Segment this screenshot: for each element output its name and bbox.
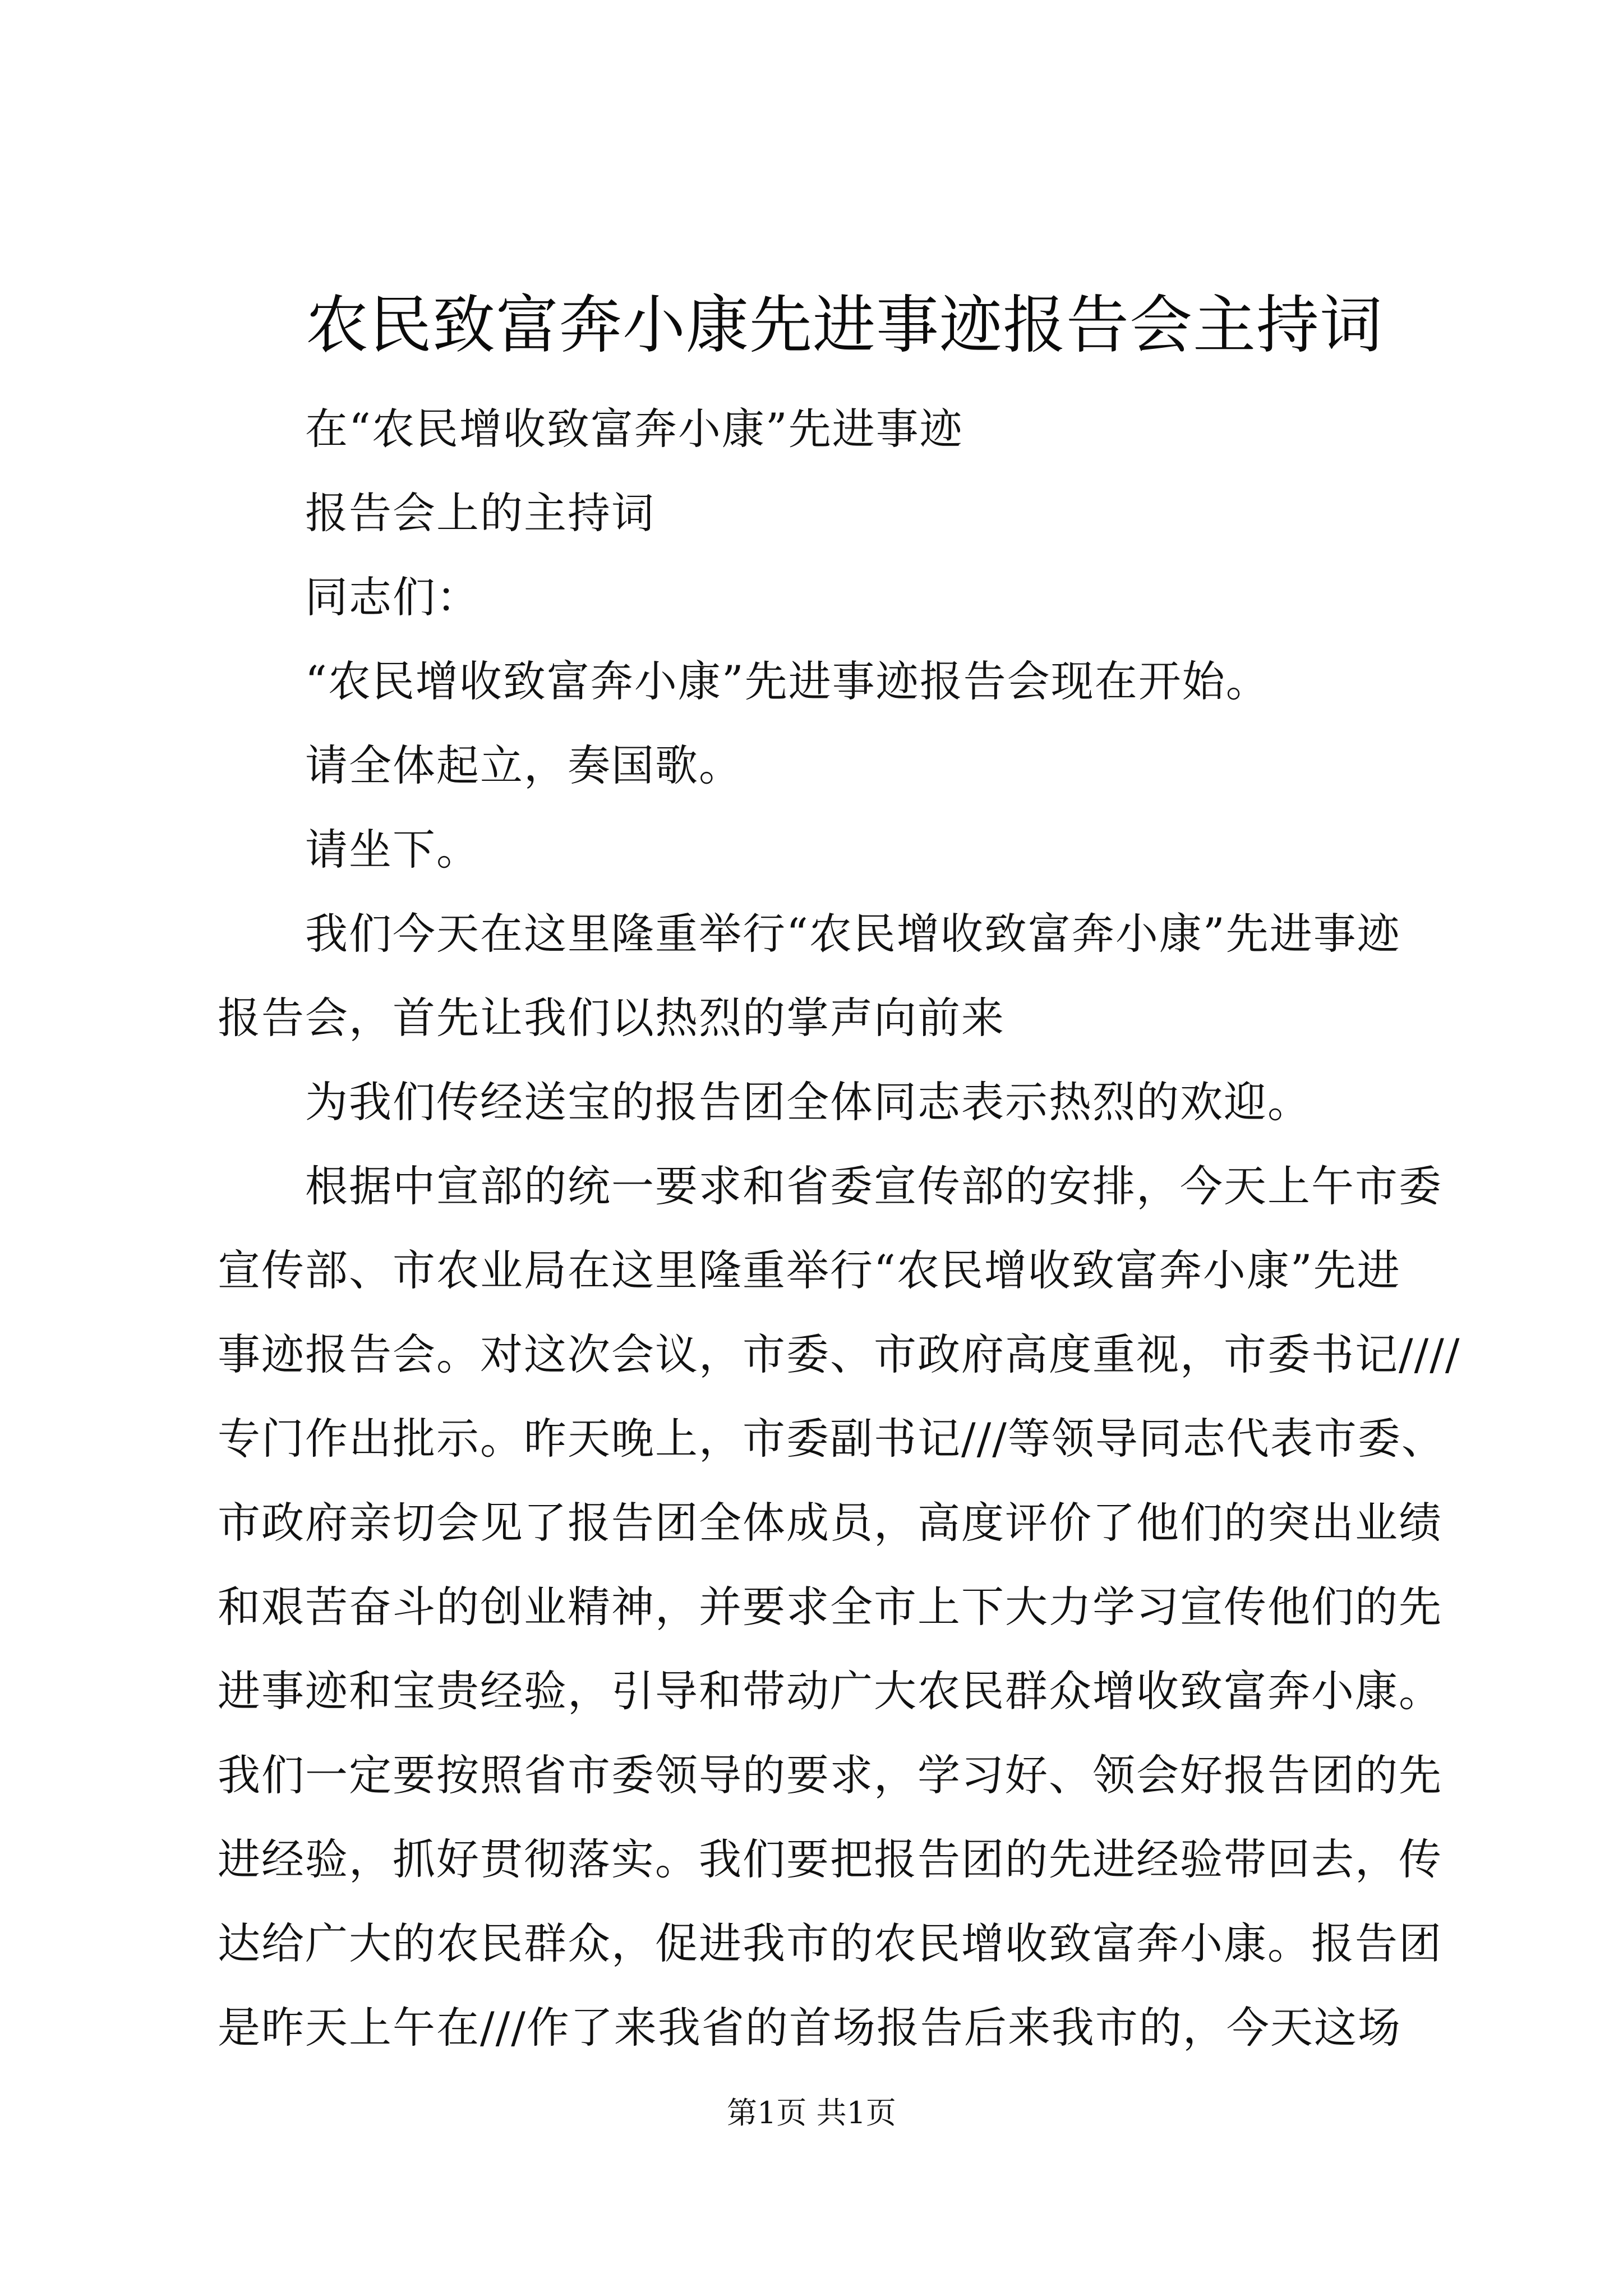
- paragraph-line: 报告会，首先让我们以热烈的掌声向前来: [218, 993, 1005, 1043]
- paragraph-line: 报告会上的主持词: [305, 488, 655, 538]
- page-footer: 第1页 共1页: [727, 2095, 896, 2131]
- paragraph-line: 进事迹和宝贵经验，引导和带动广大农民群众增收致富奔小康。: [218, 1666, 1442, 1716]
- paragraph-line: 专门作出批示。昨天晚上，市委副书记///等领导同志代表市委、: [218, 1414, 1445, 1464]
- paragraph-line: 达给广大的农民群众，促进我市的农民增收致富奔小康。报告团: [218, 1918, 1442, 1968]
- paragraph-line: 在“农民增收致富奔小康”先进事迹: [305, 404, 963, 454]
- paragraph-line: 我们今天在这里隆重举行“农民增收致富奔小康”先进事迹: [305, 909, 1401, 959]
- document-body: [218, 387, 1461, 2070]
- paragraph-line: 请全体起立，奏国歌。: [305, 740, 743, 790]
- paragraph-line: 事迹报告会。对这次会议，市委、市政府高度重视，市委书记////: [218, 1329, 1461, 1379]
- paragraph-line: 和艰苦奋斗的创业精神，并要求全市上下大力学习宣传他们的先: [218, 1582, 1442, 1632]
- paragraph-line: “农民增收致富奔小康”先进事迹报告会现在开始。: [305, 656, 1270, 706]
- paragraph-line: 我们一定要按照省市委领导的要求，学习好、领会好报告团的先: [218, 1750, 1442, 1800]
- paragraph-line: 请坐下。: [305, 825, 480, 875]
- paragraph-line: 根据中宣部的统一要求和省委宣传部的安排，今天上午市委: [305, 1161, 1442, 1211]
- paragraph-line: 宣传部、市农业局在这里隆重举行“农民增收致富奔小康”先进: [218, 1245, 1401, 1295]
- paragraph-line: 为我们传经送宝的报告团全体同志表示热烈的欢迎。: [305, 1077, 1311, 1127]
- paragraph-line: 市政府亲切会见了报告团全体成员，高度评价了他们的突出业绩: [218, 1498, 1442, 1548]
- paragraph-line: 是昨天上午在///作了来我省的首场报告后来我市的，今天这场: [218, 2003, 1401, 2053]
- paragraph-line: 同志们：: [305, 572, 480, 622]
- paragraph-line: 进经验，抓好贯彻落实。我们要把报告团的先进经验带回去，传: [218, 1834, 1442, 1884]
- document-title: 农民致富奔小康先进事迹报告会主持词: [306, 289, 1383, 362]
